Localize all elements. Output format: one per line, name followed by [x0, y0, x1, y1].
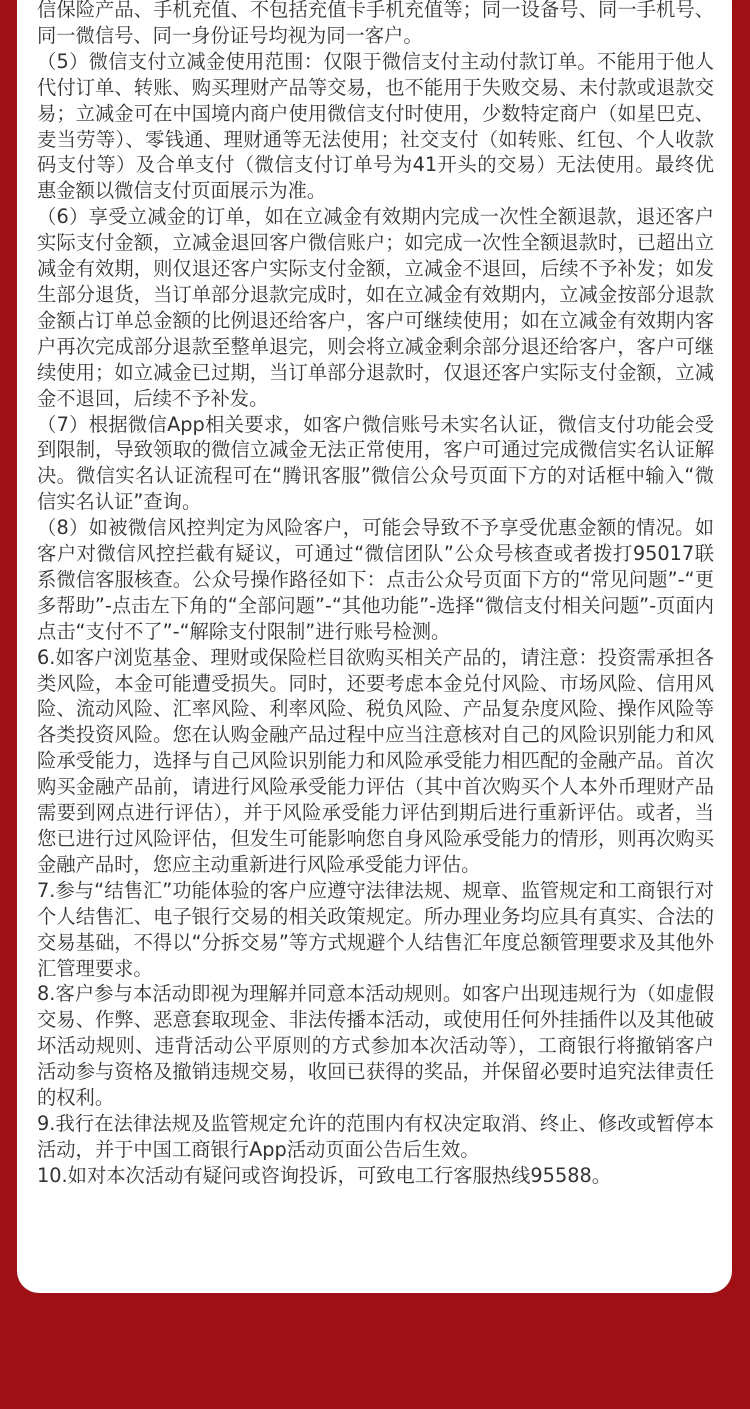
- rule-paragraph: 9.我行在法律法规及监管规定允许的范围内有权决定取消、终止、修改或暂停本活动，并于中国工商银行App活动页面公告后生效。: [37, 1111, 714, 1161]
- rule-paragraph: 7.参与“结售汇”功能体验的客户应遵守法律法规、规章、监管规定和工商银行对个人结售汇、电子银行交易的相关政策规定。所办理业务均应具有真实、合法的交易基础，不得以“分拆交易”等方式规避个人结售汇年度总额管理要求及其他外汇管理要求。: [37, 878, 714, 980]
- rules-text: [37, 0, 714, 1189]
- rules-card: [17, 0, 732, 1293]
- rule-paragraph: （6）享受立减金的订单，如在立减金有效期内完成一次性全额退款，退还客户实际支付金额，立减金退回客户微信账户；如完成一次性全额退款时，已超出立减金有效期，则仅退还客户实际支付金额，立减金不退回，后续不予补发；如发生部分退货，当订单部分退款完成时，如在立减金有效期内，立减金按部分退款金额占订单总金额的比例退还给客户，客户可继续使用；如在立减金有效期内客户再次完成部分退款至整单退完，则会将立减金剩余部分退还给客户，客户可继续使用；如立减金已过期，当订单部分退款时，仅退还客户实际支付金额，立减金不退回，后续不予补发。: [37, 205, 714, 410]
- rule-paragraph: （5）微信支付立减金使用范围：仅限于微信支付主动付款订单。不能用于他人代付订单、转账、购买理财产品等交易，也不能用于失败交易、未付款或退款交易；立减金可在中国境内商户使用微信支付时使用，少数特定商户（如星巴克、麦当劳等）、零钱通、理财通等无法使用；社交支付（如转账、红包、个人收款码支付等）及合单支付（微信支付订单号为41开头的交易）无法使用。最终优惠金额以微信支付页面展示为准。: [37, 49, 714, 203]
- rule-paragraph: 6.如客户浏览基金、理财或保险栏目欲购买相关产品的，请注意：投资需承担各类风险，本金可能遭受损失。同时，还要考虑本金兑付风险、市场风险、信用风险、流动风险、汇率风险、利率风险、税负风险、产品复杂度风险、操作风险等各类投资风险。您在认购金融产品过程中应当注意核对自己的风险识别能力和风险承受能力，选择与自己风险识别能力和风险承受能力相匹配的金融产品。首次购买金融产品前，请进行风险承受能力评估（其中首次购买个人本外币理财产品需要到网点进行评估），并于风险承受能力评估到期后进行重新评估。或者，当您已进行过风险评估，但发生可能影响您自身风险承受能力的情形，则再次购买金融产品时，您应主动重新进行风险承受能力评估。: [37, 645, 714, 876]
- rule-paragraph: （7）根据微信App相关要求，如客户微信账号未实名认证，微信支付功能会受到限制，导致领取的微信立减金无法正常使用，客户可通过完成微信实名认证解决。微信实名认证流程可在“腾讯客服”微信公众号页面下方的对话框中输入“微信实名认证”查询。: [37, 412, 714, 514]
- rule-paragraph: 8.客户参与本活动即视为理解并同意本活动规则。如客户出现违规行为（如虚假交易、作弊、恶意套取现金、非法传播本活动，或使用任何外挂插件以及其他破坏活动规则、违背活动公平原则的方式参加本次活动等），工商银行将撤销客户活动参与资格及撤销违规交易，收回已获得的奖品，并保留必要时追究法律责任的权利。: [37, 982, 714, 1110]
- rule-paragraph: 10.如对本次活动有疑问或咨询投诉，可致电工行客服热线95588。: [37, 1163, 612, 1187]
- rule-paragraph: 信保险产品、手机充值、不包括充值卡手机充值等；同一设备号、同一手机号、同一微信号、同一身份证号均视为同一客户。: [37, 0, 714, 47]
- rule-paragraph: （8）如被微信风控判定为风险客户，可能会导致不予享受优惠金额的情况。如客户对微信风控拦截有疑议，可通过“微信团队”公众号核查或者拨打95017联系微信客服核查。公众号操作路径如下：点击公众号页面下方的“常见问题”-“更多帮助”-点击左下角的“全部问题”-“其他功能”-选择“微信支付相关问题”-页面内点击“支付不了”-“解除支付限制”进行账号检测。: [37, 516, 714, 643]
